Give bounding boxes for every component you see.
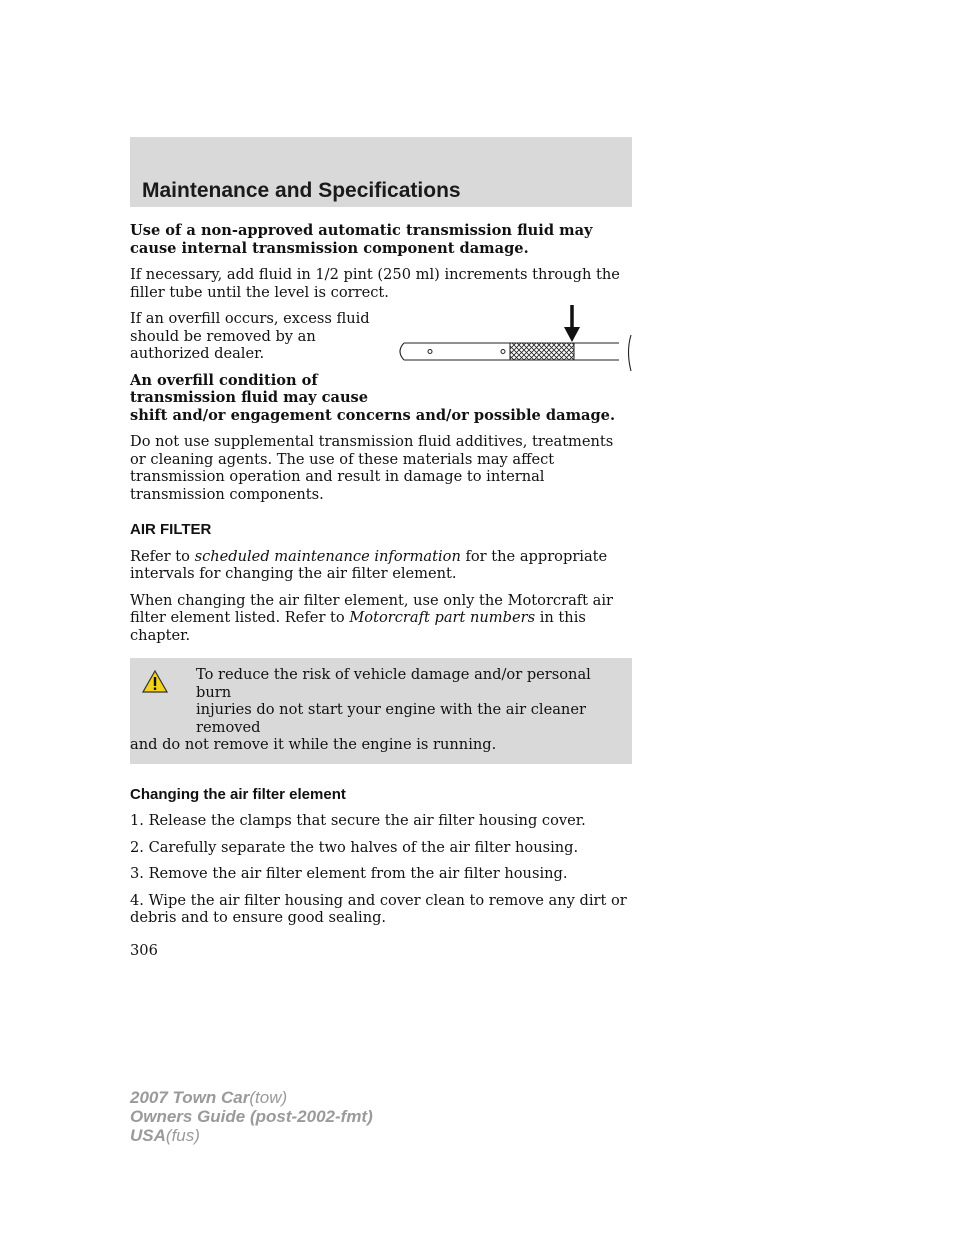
scheduled-maintenance-reference: scheduled maintenance information — [194, 547, 461, 565]
overfill-warning-part2: shift and/or engagement concerns and/or possible damage. — [130, 406, 616, 424]
dipstick-illustration — [388, 310, 632, 416]
footer-model-code: (tow) — [249, 1088, 288, 1107]
changing-paragraph: When changing the air filter element, use only the Motorcraft air filter element listed. Refer to Motorcraft part numbers in this chapter. — [130, 591, 614, 644]
footer-market: USA — [130, 1126, 166, 1145]
footer-market-code: (fus) — [165, 1126, 200, 1145]
warning-triangle-icon — [142, 670, 168, 693]
step-1: 1. Release the clamps that secure the air filter housing cover. — [130, 812, 586, 829]
footer-guide: Owners Guide (post-2002-fmt) — [130, 1107, 373, 1126]
additives-warning: Do not use supplemental transmission fluid additives, treatments or cleaning agents. The use of these materials may affect transmission operation and result in damage to internal transmission components. — [130, 433, 614, 503]
dipstick-icon — [400, 335, 631, 371]
non-approved-fluid-warning: Use of a non-approved automatic transmission fluid may cause internal transmission component damage. — [130, 222, 593, 257]
refer-paragraph: Refer to scheduled maintenance information for the appropriate intervals for changing the air filter element. — [130, 547, 608, 582]
overfill-section — [130, 310, 632, 416]
warning-line-1: To reduce the risk of vehicle damage and/or personal burn — [196, 666, 591, 701]
overfill-warning-part1: An overfill condition of transmission fluid may cause — [130, 371, 369, 406]
warning-box — [130, 658, 632, 764]
section-title: Maintenance and Specifications — [142, 179, 461, 202]
step-4: 4. Wipe the air filter housing and cover clean to remove any dirt or debris and to ensure good sealing. — [130, 891, 627, 926]
level-arrow-icon — [564, 305, 580, 342]
footer-model: 2007 Town Car — [130, 1088, 250, 1107]
warning-line-3: and do not remove it while the engine is running. — [130, 736, 497, 753]
page-content — [130, 222, 632, 936]
document-footer — [130, 1088, 373, 1145]
section-header-band — [130, 137, 632, 207]
air-filter-heading: AIR FILTER — [130, 521, 212, 538]
warning-line-2: injuries do not start your engine with the air cleaner removed — [196, 701, 586, 736]
step-2: 2. Carefully separate the two halves of the air filter housing. — [130, 838, 579, 856]
overfill-paragraph: If an overfill occurs, excess fluid should be removed by an authorized dealer. — [130, 310, 370, 362]
motorcraft-parts-reference: Motorcraft part numbers — [349, 609, 536, 626]
page-number: 306 — [130, 942, 158, 959]
dipstick-diagram — [394, 305, 634, 385]
step-3: 3. Remove the air filter element from the air filter housing. — [130, 865, 568, 882]
changing-filter-subheading: Changing the air filter element — [130, 785, 346, 803]
add-fluid-instruction: If necessary, add fluid in 1/2 pint (250 ml) increments through the filler tube until the level is correct. — [130, 266, 620, 301]
